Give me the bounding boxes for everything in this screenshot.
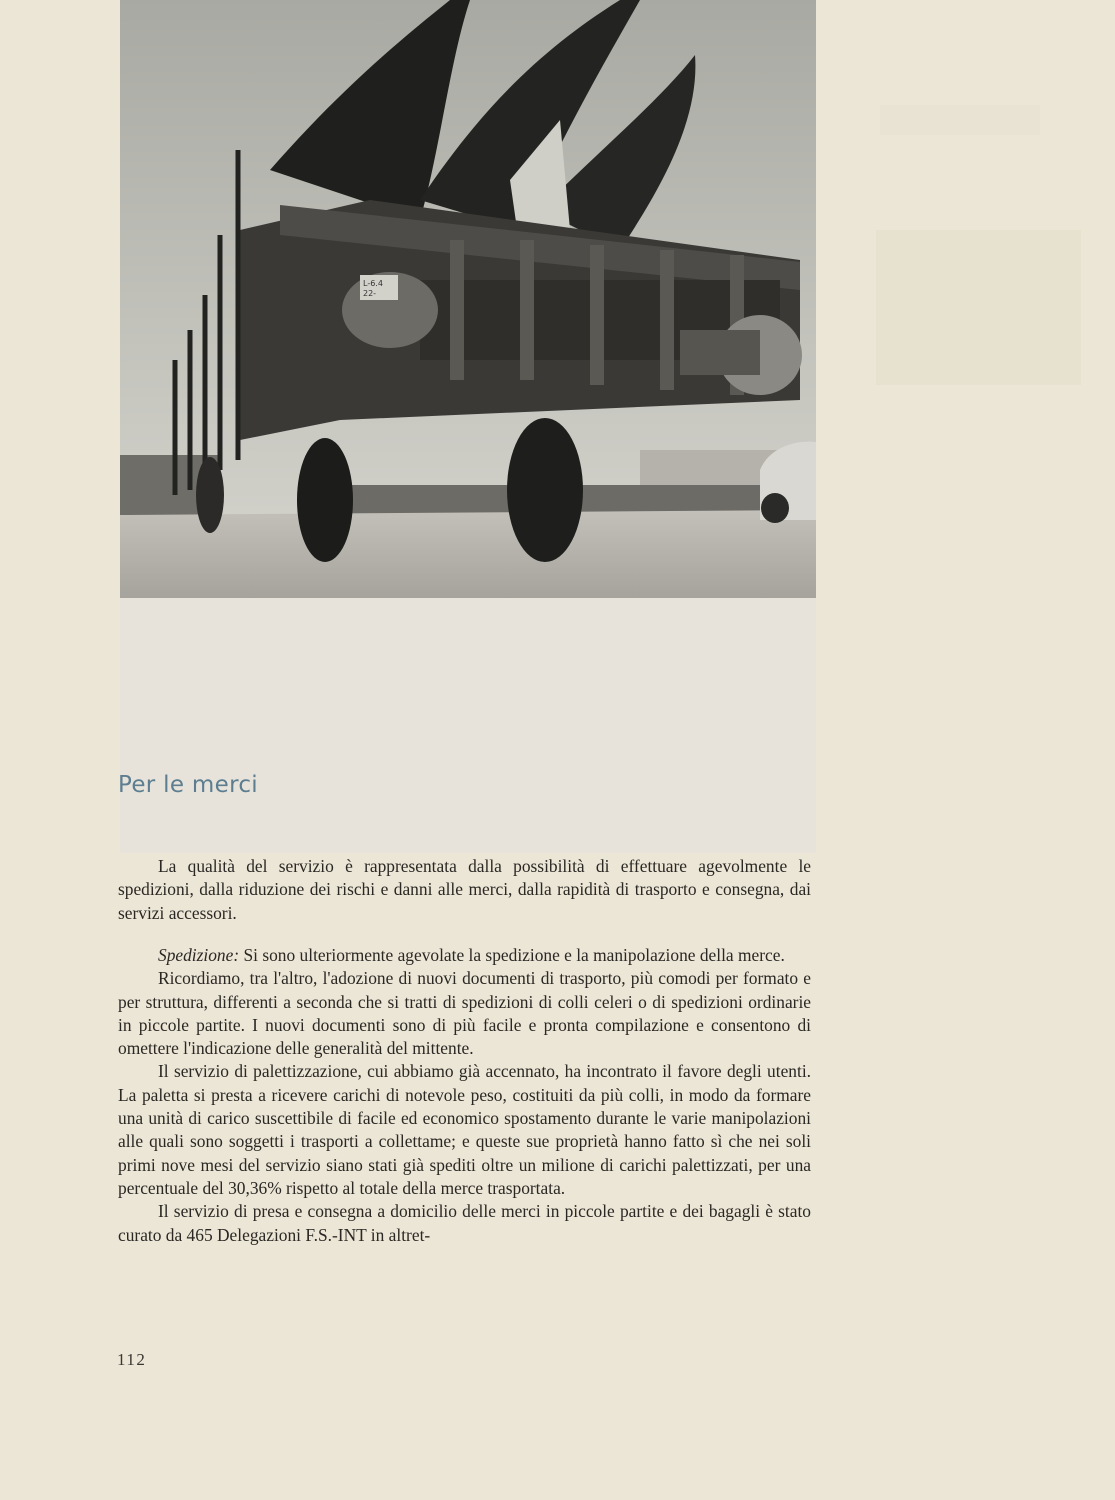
paragraph-pallet: Il servizio di palettizzazione, cui abbiamo già accennato, ha incontrato il favore degli utenti. La paletta si presta a ricevere carichi di notevole peso, costituiti da più colli, in modo da formare una unità di carico suscettibile di facile ed economico spostamento durante le varie manipolazioni alle quali sono soggetti i trasporti a collettame; e queste sue proprietà hanno fatto sì che nei soli primi nove mesi del servizio siano stati già spediti oltre un milione di carichi palettizzati, per una percentuale del 30,36% rispetto al totale della merce trasportata. <box>118 1061 811 1198</box>
paragraph-delivery: Il servizio di presa e consegna a domicilio delle merci in piccole partite e dei bagagli è stato curato da 465 Delegazioni F.S.-INT in altret- <box>118 1201 811 1245</box>
railway-wagon-photo <box>120 0 816 598</box>
paragraph-documents: Ricordiamo, tra l'altro, l'adozione di nuovi documenti di trasporto, più comodi per formato e per struttura, differenti a seconda che si tratti di spedizioni di colli celeri o di spedizioni ordinarie in piccole partite. I nuovi documenti sono di più facile e pronta compilazione e consentono di omettere l'indicazione delle generalità del mittente. <box>118 968 811 1059</box>
body-text-block <box>118 944 811 1247</box>
spedizione-label: Spedizione: <box>158 945 240 965</box>
paragraph-spedizione <box>118 944 811 967</box>
bleed-through-text <box>880 105 1040 135</box>
bleed-through-shape <box>876 230 1081 385</box>
wagon-plate-line2: 22- <box>363 289 377 298</box>
spedizione-text: Si sono ulteriormente agevolate la spedizione e la manipolazione della merce. <box>239 945 785 965</box>
section-heading: Per le merci <box>118 772 258 798</box>
page-number: 112 <box>117 1350 147 1369</box>
photo-illustration <box>120 0 816 598</box>
wagon-plate-line1: L-6.4 <box>363 279 383 288</box>
intro-text-block <box>118 855 811 925</box>
heading-band <box>120 598 816 853</box>
paragraph-intro: La qualità del servizio è rappresentata dalla possibilità di effettuare agevolmente le spedizioni, dalla riduzione dei rischi e danni alle merci, dalla rapidità di trasporto e consegna, dai servizi accessori. <box>118 856 811 923</box>
